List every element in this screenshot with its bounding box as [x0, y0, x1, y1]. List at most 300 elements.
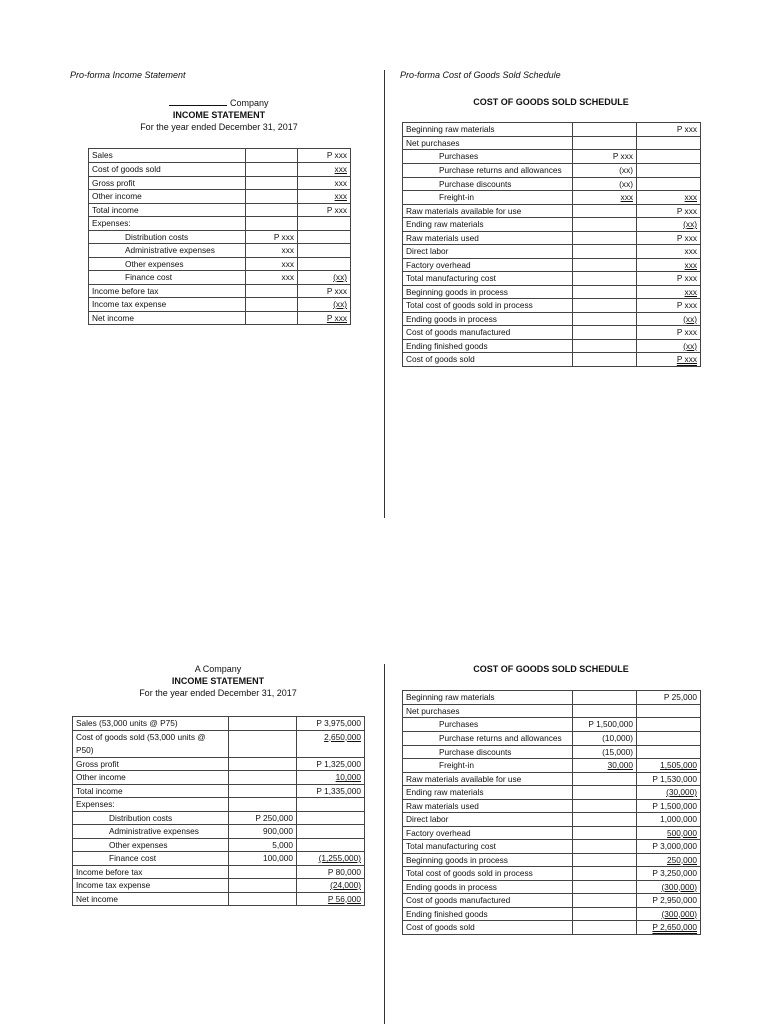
cogs-amount-inner: [573, 272, 637, 286]
income-amount-inner: [246, 162, 298, 176]
cogs-row: [403, 136, 701, 150]
income-amount-outer: [297, 865, 365, 879]
cogs-label-text: Raw materials available for use: [406, 205, 522, 216]
income-label-text: Sales (53,000 units @ P75): [76, 718, 178, 728]
income-label: [73, 865, 229, 879]
cogs-value: (xx): [683, 219, 697, 229]
cogs-row: [403, 731, 701, 745]
cogs-amount-outer: [637, 299, 701, 313]
cogs-row: [403, 840, 701, 854]
cogs-amount-outer: [637, 907, 701, 921]
cogs-value: P 2,950,000: [652, 895, 697, 905]
income-label: [73, 784, 229, 798]
cogs-row: [403, 867, 701, 881]
cogs-label-text: Total manufacturing cost: [406, 273, 496, 283]
income-amount-inner: [246, 149, 298, 163]
income-value: 5,000: [272, 839, 293, 850]
cogs-value: P 1,500,000: [588, 719, 633, 729]
income-label-text: Distribution costs: [125, 231, 189, 242]
income-value: P xxx: [273, 231, 294, 242]
income-amount-inner: [229, 784, 297, 798]
income-amount-inner: [229, 717, 297, 731]
income-row: [73, 784, 365, 798]
cogs-amount-inner: [573, 231, 637, 245]
cogs-amount-inner: [573, 691, 637, 705]
cogs-label: [403, 339, 573, 353]
cogs-row: [403, 921, 701, 935]
cogs-value: P xxx: [676, 327, 697, 337]
cogs-value: P xxx: [676, 300, 697, 310]
cogs-label: [403, 894, 573, 908]
income-label-text: Other expenses: [109, 839, 168, 850]
cogs-label: [403, 231, 573, 245]
income-amount-inner: [246, 244, 298, 258]
income-value: 100,000: [263, 853, 293, 863]
income-value: P xxx: [326, 312, 347, 323]
cogs-amount-inner: [573, 218, 637, 232]
example-income-table: [72, 716, 365, 906]
cogs-row: [403, 353, 701, 367]
income-label: [73, 811, 229, 825]
income-label-text: Income before tax: [92, 285, 159, 296]
cogs-label: [403, 759, 573, 773]
income-value: 10,000: [335, 772, 361, 782]
cogs-label-text: Raw materials available for use: [406, 773, 522, 784]
income-label-text: Administrative expenses: [109, 826, 199, 836]
income-amount-inner: [229, 771, 297, 785]
cogs-amount-outer: [637, 177, 701, 191]
cogs-amount-inner: [573, 285, 637, 299]
example-cogs-table: [402, 690, 701, 935]
income-amount-inner: [229, 730, 297, 757]
income-value: P xxx: [326, 150, 347, 160]
cogs-amount-outer: [637, 799, 701, 813]
cogs-value: (15,000): [602, 746, 633, 757]
cogs-value: P 25,000: [663, 692, 697, 702]
cogs-label-text: Beginning raw materials: [406, 124, 495, 134]
cogs-amount-inner: [573, 731, 637, 745]
cogs-label-text: Purchase returns and allowances: [439, 732, 562, 743]
cogs-amount-inner: [573, 204, 637, 218]
cogs-label-text: Ending raw materials: [406, 787, 484, 797]
income-value: xxx: [281, 258, 294, 269]
cogs-amount-outer: [637, 786, 701, 800]
cogs-value: xxx: [620, 192, 633, 202]
cogs-label: [403, 245, 573, 259]
cogs-label: [403, 772, 573, 786]
cogs-row: [403, 759, 701, 773]
cogs-label: [403, 150, 573, 164]
cogs-label-text: Purchase discounts: [439, 178, 512, 189]
cogs-value: xxx: [684, 192, 697, 202]
cogs-label: [403, 826, 573, 840]
income-label-text: Gross profit: [92, 177, 135, 188]
cogs-value: P 1,530,000: [652, 773, 697, 784]
cogs-amount-outer: [637, 745, 701, 759]
income-row: [89, 176, 351, 190]
cogs-amount-inner: [573, 826, 637, 840]
income-label-text: Expenses:: [92, 218, 131, 228]
cogs-label-text: Beginning raw materials: [406, 692, 495, 702]
cogs-label: [403, 704, 573, 718]
cogs-value: P xxx: [676, 232, 697, 243]
cogs-value: xxx: [684, 286, 697, 297]
proforma-income-header: [88, 96, 350, 133]
income-row: [73, 865, 365, 879]
cogs-value: (30,000): [666, 787, 697, 797]
cogs-label-text: Freight-in: [439, 760, 475, 770]
cogs-amount-inner: [573, 299, 637, 313]
cogs-amount-inner: [573, 136, 637, 150]
cogs-label-text: Beginning goods in process: [406, 286, 508, 297]
income-label-text: Other income: [92, 191, 142, 201]
cogs-amount-inner: [573, 326, 637, 340]
income-label-text: Finance cost: [109, 853, 157, 863]
income-amount-outer: [297, 892, 365, 906]
income-label: [89, 298, 246, 312]
cogs-row: [403, 339, 701, 353]
cogs-value: 1,505,000: [660, 760, 697, 770]
cogs-row: [403, 204, 701, 218]
income-amount-outer: [297, 838, 365, 852]
company-line: [88, 96, 350, 109]
cogs-label-text: Beginning goods in process: [406, 854, 508, 865]
cogs-value: (300,000): [661, 908, 697, 919]
income-amount-inner: [246, 217, 298, 231]
income-value: (1,255,000): [318, 853, 361, 863]
income-value: xxx: [281, 272, 294, 282]
income-label: [89, 190, 246, 204]
example-cogs-title: [402, 663, 700, 675]
income-amount-outer: [298, 162, 351, 176]
income-row: [73, 892, 365, 906]
income-amount-inner: [229, 798, 297, 812]
income-amount-outer: [298, 311, 351, 325]
cogs-row: [403, 231, 701, 245]
cogs-amount-outer: [637, 312, 701, 326]
income-label-text: Other expenses: [125, 258, 184, 269]
cogs-label: [403, 799, 573, 813]
income-amount-outer: [298, 203, 351, 217]
cogs-row: [403, 907, 701, 921]
income-amount-outer: [298, 176, 351, 190]
cogs-amount-inner: [573, 150, 637, 164]
income-amount-outer: [298, 271, 351, 285]
income-label: [89, 271, 246, 285]
cogs-row: [403, 786, 701, 800]
income-label-text: Income before tax: [76, 866, 143, 877]
cogs-row: [403, 799, 701, 813]
cogs-label: [403, 353, 573, 367]
cogs-title-text: COST OF GOODS SOLD SCHEDULE: [473, 664, 629, 674]
cogs-title-text: COST OF GOODS SOLD SCHEDULE: [473, 97, 629, 107]
cogs-value: 500,000: [667, 827, 697, 838]
cogs-value: P xxx: [612, 151, 633, 161]
cogs-amount-inner: [573, 123, 637, 137]
cogs-amount-inner: [573, 353, 637, 367]
income-row: [89, 244, 351, 258]
income-amount-outer: [298, 298, 351, 312]
income-label-text: Cost of goods sold (53,000 units @ P50): [76, 731, 206, 755]
cogs-row: [403, 691, 701, 705]
income-label: [89, 162, 246, 176]
cogs-value: 1,000,000: [660, 814, 697, 824]
cogs-value: xxx: [684, 246, 697, 256]
income-row: [73, 757, 365, 771]
cogs-label: [403, 191, 573, 205]
cogs-row: [403, 258, 701, 272]
cogs-row: [403, 772, 701, 786]
income-value: xxx: [281, 245, 294, 255]
income-amount-inner: [229, 811, 297, 825]
income-statement-title: INCOME STATEMENT: [171, 676, 265, 686]
income-amount-inner: [246, 311, 298, 325]
cogs-value: P 1,500,000: [652, 800, 697, 811]
cogs-label: [403, 921, 573, 935]
income-amount-inner: [229, 852, 297, 866]
cogs-label: [403, 218, 573, 232]
cogs-value: P 2,650,000: [652, 922, 697, 932]
proforma-cogs-title: [402, 96, 700, 108]
cogs-label-text: Net purchases: [406, 137, 460, 148]
cogs-amount-outer: [637, 813, 701, 827]
income-label-text: Gross profit: [76, 758, 119, 769]
cogs-label: [403, 204, 573, 218]
cogs-amount-outer: [637, 191, 701, 205]
cogs-value: xxx: [684, 259, 697, 270]
cogs-row: [403, 285, 701, 299]
cogs-row: [403, 245, 701, 259]
income-value: P xxx: [326, 285, 347, 296]
cogs-label-text: Net purchases: [406, 705, 460, 716]
cogs-amount-outer: [637, 353, 701, 367]
cogs-label-text: Ending goods in process: [406, 881, 497, 892]
cogs-value: 250,000: [667, 854, 697, 865]
cogs-row: [403, 123, 701, 137]
income-amount-outer: [298, 190, 351, 204]
income-row: [89, 284, 351, 298]
cogs-value: P 3,000,000: [652, 841, 697, 851]
cogs-amount-inner: [573, 880, 637, 894]
income-value: P 80,000: [327, 866, 361, 877]
cogs-label: [403, 718, 573, 732]
income-amount-outer: [297, 717, 365, 731]
income-row: [73, 717, 365, 731]
income-row: [73, 771, 365, 785]
cogs-amount-inner: [573, 840, 637, 854]
cogs-label: [403, 840, 573, 854]
income-amount-outer: [297, 811, 365, 825]
income-label-text: Administrative expenses: [125, 245, 215, 255]
cogs-amount-outer: [637, 840, 701, 854]
cogs-amount-inner: [573, 177, 637, 191]
cogs-amount-outer: [637, 231, 701, 245]
income-row: [73, 879, 365, 893]
cogs-amount-inner: [573, 258, 637, 272]
cogs-amount-outer: [637, 921, 701, 935]
cogs-amount-outer: [637, 718, 701, 732]
cogs-row: [403, 218, 701, 232]
income-label: [89, 203, 246, 217]
cogs-amount-outer: [637, 704, 701, 718]
cogs-label-text: Cost of goods sold: [406, 354, 475, 364]
income-amount-inner: [246, 176, 298, 190]
cogs-amount-inner: [573, 245, 637, 259]
cogs-amount-outer: [637, 772, 701, 786]
income-amount-inner: [246, 230, 298, 244]
income-row: [73, 852, 365, 866]
cogs-amount-inner: [573, 339, 637, 353]
cogs-label: [403, 177, 573, 191]
income-label-text: Distribution costs: [109, 812, 173, 823]
cogs-row: [403, 163, 701, 177]
cogs-value: (xx): [619, 178, 633, 189]
income-amount-outer: [297, 784, 365, 798]
income-amount-outer: [297, 730, 365, 757]
cogs-amount-outer: [637, 867, 701, 881]
cogs-label: [403, 272, 573, 286]
cogs-label: [403, 745, 573, 759]
cogs-amount-inner: [573, 163, 637, 177]
cogs-amount-outer: [637, 272, 701, 286]
cogs-amount-outer: [637, 326, 701, 340]
income-amount-outer: [297, 852, 365, 866]
cogs-label-text: Raw materials used: [406, 800, 479, 811]
cogs-label: [403, 813, 573, 827]
cogs-label: [403, 285, 573, 299]
cogs-label-text: Ending raw materials: [406, 219, 484, 229]
cogs-label: [403, 867, 573, 881]
income-label: [73, 757, 229, 771]
income-row: [89, 162, 351, 176]
cogs-amount-outer: [637, 853, 701, 867]
income-row: [89, 149, 351, 163]
income-label: [89, 149, 246, 163]
cogs-label: [403, 258, 573, 272]
income-label-text: Total income: [76, 785, 123, 796]
income-row: [89, 217, 351, 231]
cogs-amount-inner: [573, 772, 637, 786]
income-value: (xx): [333, 272, 347, 282]
company-name: A Company: [194, 664, 242, 674]
cogs-label-text: Purchase discounts: [439, 746, 512, 757]
income-label: [73, 730, 229, 757]
cogs-row: [403, 326, 701, 340]
income-label-text: Net income: [76, 893, 118, 904]
cogs-amount-outer: [637, 163, 701, 177]
cogs-value: (300,000): [661, 881, 697, 892]
cogs-label: [403, 853, 573, 867]
income-row: [73, 838, 365, 852]
page-divider-bottom: [384, 664, 385, 1024]
income-amount-inner: [229, 865, 297, 879]
income-value: 2,650,000: [324, 731, 361, 742]
income-label: [73, 717, 229, 731]
cogs-amount-outer: [637, 150, 701, 164]
cogs-label-text: Ending finished goods: [406, 340, 488, 351]
cogs-value: P 3,250,000: [652, 868, 697, 878]
income-row: [89, 257, 351, 271]
cogs-value: (xx): [683, 313, 697, 324]
company-label: Company: [229, 98, 269, 108]
cogs-row: [403, 272, 701, 286]
cogs-label-text: Cost of goods manufactured: [406, 327, 511, 337]
income-amount-inner: [246, 203, 298, 217]
cogs-row: [403, 704, 701, 718]
income-label: [73, 852, 229, 866]
cogs-amount-outer: [637, 731, 701, 745]
cogs-row: [403, 177, 701, 191]
income-label-text: Expenses:: [76, 799, 115, 809]
income-row: [89, 311, 351, 325]
cogs-label: [403, 312, 573, 326]
income-value: P 3,975,000: [316, 718, 361, 728]
cogs-amount-inner: [573, 745, 637, 759]
cogs-label-text: Factory overhead: [406, 259, 471, 270]
income-value: (24,000): [330, 880, 361, 890]
income-row: [89, 271, 351, 285]
cogs-amount-outer: [637, 258, 701, 272]
income-label-text: Income tax expense: [92, 299, 167, 309]
cogs-row: [403, 312, 701, 326]
income-value: P xxx: [326, 204, 347, 215]
cogs-value: P xxx: [676, 273, 697, 283]
cogs-label-text: Freight-in: [439, 192, 475, 202]
income-value: xxx: [334, 177, 347, 188]
cogs-value: (10,000): [602, 732, 633, 743]
cogs-label: [403, 907, 573, 921]
income-label: [73, 892, 229, 906]
cogs-amount-outer: [637, 136, 701, 150]
cogs-label-text: Purchases: [439, 719, 479, 729]
proforma-cogs-caption: Pro-forma Cost of Goods Sold Schedule: [400, 70, 561, 80]
income-amount-outer: [297, 771, 365, 785]
income-label: [89, 176, 246, 190]
cogs-label-text: Cost of goods manufactured: [406, 895, 511, 905]
cogs-label-text: Ending goods in process: [406, 313, 497, 324]
income-label-text: Other income: [76, 772, 126, 782]
income-amount-inner: [229, 825, 297, 839]
income-row: [89, 190, 351, 204]
cogs-label: [403, 163, 573, 177]
cogs-label: [403, 786, 573, 800]
income-amount-inner: [246, 284, 298, 298]
cogs-value: P xxx: [676, 124, 697, 134]
cogs-amount-inner: [573, 867, 637, 881]
income-amount-outer: [298, 149, 351, 163]
income-row: [89, 298, 351, 312]
income-statement-title: INCOME STATEMENT: [172, 110, 266, 120]
income-label: [73, 838, 229, 852]
cogs-row: [403, 745, 701, 759]
cogs-amount-outer: [637, 759, 701, 773]
cogs-label: [403, 136, 573, 150]
cogs-row: [403, 853, 701, 867]
cogs-label: [403, 880, 573, 894]
cogs-label: [403, 326, 573, 340]
proforma-income-caption: Pro-forma Income Statement: [70, 70, 186, 80]
cogs-row: [403, 880, 701, 894]
cogs-label: [403, 123, 573, 137]
cogs-label-text: Factory overhead: [406, 827, 471, 838]
cogs-label-text: Total cost of goods sold in process: [406, 300, 533, 310]
cogs-amount-inner: [573, 312, 637, 326]
cogs-label-text: Direct labor: [406, 246, 449, 256]
cogs-amount-inner: [573, 704, 637, 718]
income-value: (xx): [333, 299, 347, 309]
income-row: [73, 798, 365, 812]
income-label: [73, 798, 229, 812]
